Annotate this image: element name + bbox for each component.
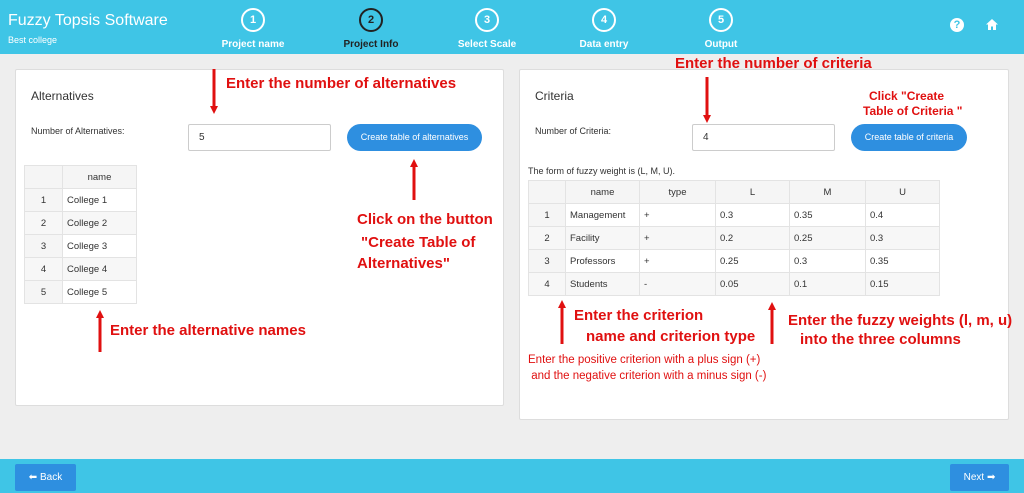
criteria-title: Criteria — [535, 89, 574, 103]
criteria-count-input[interactable]: 4 — [692, 124, 835, 151]
annotation-fuzzy-weights-1: Enter the fuzzy weights (l, m, u) — [788, 312, 1013, 329]
weight-l-cell[interactable]: 0.2 — [716, 227, 790, 250]
alternative-name-cell[interactable]: College 1 — [63, 189, 137, 212]
name-header: name — [566, 181, 640, 204]
criteria-table — [528, 180, 940, 296]
row-index: 3 — [529, 250, 566, 273]
row-index: 1 — [25, 189, 63, 212]
weight-u-cell[interactable]: 0.35 — [866, 250, 940, 273]
weight-u-cell[interactable]: 0.3 — [866, 227, 940, 250]
annotation-criterion-name-1: Enter the criterion — [574, 307, 704, 324]
annotation-fuzzy-weights-2: into the three columns — [800, 331, 961, 348]
alternative-name-cell[interactable]: College 3 — [63, 235, 137, 258]
m-header: M — [790, 181, 866, 204]
alternative-name-cell[interactable]: College 2 — [63, 212, 137, 235]
create-criteria-table-button[interactable]: Create table of criteria — [851, 124, 967, 151]
weight-m-cell[interactable]: 0.3 — [790, 250, 866, 273]
annotation-num-criteria: Enter the number of criteria — [675, 55, 872, 72]
weight-u-cell[interactable]: 0.4 — [866, 204, 940, 227]
criteria-count-label: Number of Criteria: — [535, 126, 612, 136]
table-row — [25, 258, 137, 281]
alternatives-count-input[interactable]: 5 — [188, 124, 331, 151]
weight-l-cell[interactable]: 0.05 — [716, 273, 790, 296]
criterion-type-cell[interactable]: + — [640, 204, 716, 227]
bottom-bar — [0, 459, 1024, 493]
criterion-type-cell[interactable]: + — [640, 250, 716, 273]
step-select-scale[interactable] — [432, 8, 542, 50]
criterion-type-cell[interactable]: - — [640, 273, 716, 296]
arrow-left-icon: ⬅ — [28, 472, 40, 483]
step-project-name[interactable] — [198, 8, 308, 50]
criterion-name-cell[interactable]: Management — [566, 204, 640, 227]
table-row — [529, 250, 940, 273]
row-index: 2 — [529, 227, 566, 250]
step-label: Output — [704, 39, 738, 50]
alternatives-count-label: Number of Alternatives: — [31, 126, 125, 136]
index-header — [529, 181, 566, 204]
home-icon[interactable] — [985, 18, 999, 32]
weight-m-cell[interactable]: 0.25 — [790, 227, 866, 250]
table-row — [529, 227, 940, 250]
back-button[interactable] — [15, 464, 76, 491]
u-header: U — [866, 181, 940, 204]
row-index: 5 — [25, 281, 63, 304]
fuzzy-weight-note: The form of fuzzy weight is (L, M, U). — [528, 166, 676, 176]
annotation-sign-note-1: Enter the positive criterion with a plus sign (+) — [528, 354, 761, 366]
create-alternatives-table-button[interactable]: Create table of alternatives — [347, 124, 482, 151]
annotation-click-create-1: Click "Create — [869, 89, 945, 103]
annotation-click-button-2: "Create Table of — [361, 234, 476, 251]
criterion-name-cell[interactable]: Professors — [566, 250, 640, 273]
step-number: 3 — [475, 8, 499, 32]
table-row — [529, 273, 940, 296]
weight-l-cell[interactable]: 0.3 — [716, 204, 790, 227]
annotation-sign-note-2: and the negative criterion with a minus sign (-) — [528, 370, 767, 382]
weight-m-cell[interactable]: 0.35 — [790, 204, 866, 227]
annotation-click-button-3: Alternatives" — [357, 255, 450, 272]
step-label: Project Info — [343, 39, 399, 50]
criterion-name-cell[interactable]: Facility — [566, 227, 640, 250]
criterion-name-cell[interactable]: Students — [566, 273, 640, 296]
arrow-right-icon: ➡ — [984, 472, 996, 483]
weight-m-cell[interactable]: 0.1 — [790, 273, 866, 296]
annotation-criterion-name-2: name and criterion type — [586, 328, 756, 345]
step-label: Select Scale — [457, 39, 517, 50]
step-project-info[interactable] — [316, 8, 426, 50]
alternatives-title: Alternatives — [31, 89, 94, 103]
step-data-entry[interactable] — [549, 8, 659, 50]
weight-l-cell[interactable]: 0.25 — [716, 250, 790, 273]
annotation-num-alternatives: Enter the number of alternatives — [226, 75, 457, 92]
next-label: Next — [963, 472, 985, 483]
weight-u-cell[interactable]: 0.15 — [866, 273, 940, 296]
table-row — [25, 212, 137, 235]
next-button[interactable] — [950, 464, 1009, 491]
row-index: 1 — [529, 204, 566, 227]
row-index: 3 — [25, 235, 63, 258]
project-subtitle: Best college — [8, 35, 58, 45]
annotation-alt-names: Enter the alternative names — [110, 322, 306, 339]
table-row — [25, 235, 137, 258]
help-icon[interactable]: ? — [950, 18, 964, 32]
row-index: 4 — [529, 273, 566, 296]
alternative-name-cell[interactable]: College 5 — [63, 281, 137, 304]
top-bar — [0, 0, 1024, 54]
step-label: Data entry — [579, 39, 629, 50]
step-output[interactable] — [666, 8, 776, 50]
app-title: Fuzzy Topsis Software — [8, 12, 168, 29]
type-header: type — [640, 181, 716, 204]
step-label: Project name — [221, 39, 285, 50]
index-header — [25, 166, 63, 189]
step-number: 2 — [359, 8, 383, 32]
back-label: Back — [39, 472, 63, 483]
l-header: L — [716, 181, 790, 204]
alternatives-table — [24, 165, 137, 304]
step-number: 4 — [592, 8, 616, 32]
step-number: 5 — [709, 8, 733, 32]
table-row — [25, 189, 137, 212]
step-number: 1 — [241, 8, 265, 32]
annotation-click-button-1: Click on the button — [357, 211, 493, 228]
row-index: 4 — [25, 258, 63, 281]
row-index: 2 — [25, 212, 63, 235]
table-row — [529, 204, 940, 227]
annotation-click-create-2: Table of Criteria " — [863, 104, 963, 118]
name-header: name — [63, 166, 137, 189]
criterion-type-cell[interactable]: + — [640, 227, 716, 250]
alternative-name-cell[interactable]: College 4 — [63, 258, 137, 281]
table-row — [25, 281, 137, 304]
